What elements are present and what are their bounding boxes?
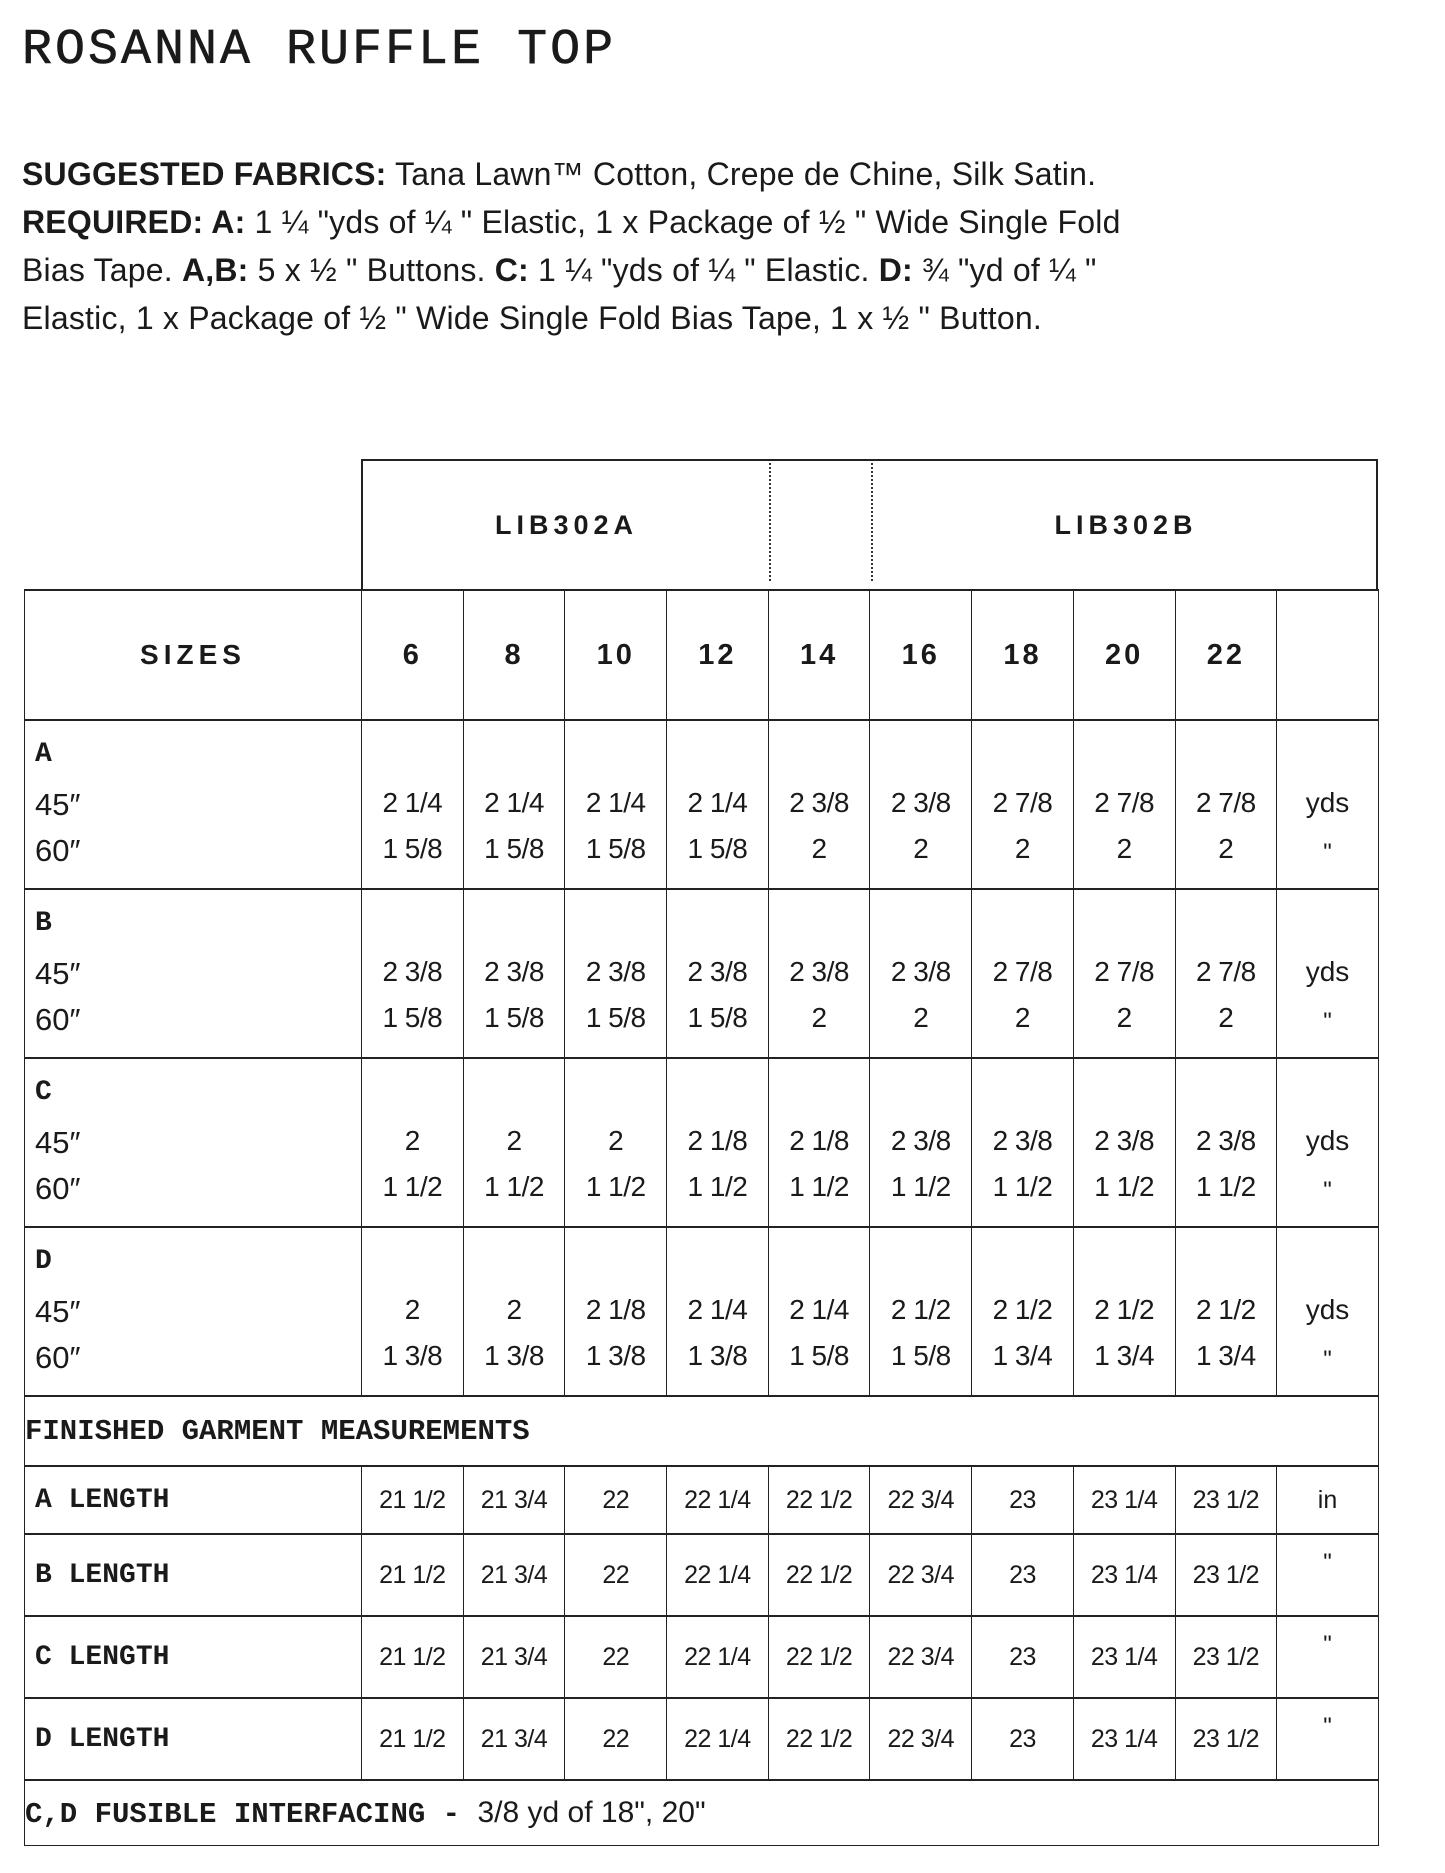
unit-cell <box>1277 1058 1379 1227</box>
intro-text: Elastic, 1 x Package of ½ " Wide Single Fold Bias Tape, 1 x ½ " Button. <box>22 300 1042 336</box>
yardage-value: 2 1/2 <box>992 1294 1053 1325</box>
length-label: C LENGTH <box>25 1616 362 1698</box>
yardage-cell <box>768 720 870 889</box>
yardage-value: 2 <box>913 1002 929 1033</box>
yardage-cell <box>1073 1058 1175 1227</box>
unit-label: " <box>1323 1346 1332 1373</box>
length-value: 21 3/4 <box>463 1616 565 1698</box>
intro-text: Tana Lawn™ Cotton, Crepe de Chine, Silk Satin. <box>386 156 1097 192</box>
yardage-value: 1 5/8 <box>382 1002 443 1033</box>
intro-label: A,B: <box>181 252 249 288</box>
yardage-value: 2 1/2 <box>1094 1294 1155 1325</box>
unit-cell <box>1277 1227 1379 1396</box>
length-label: A LENGTH <box>25 1466 362 1534</box>
yardage-value: 2 3/8 <box>1195 1125 1256 1156</box>
yardage-value: 2 1/8 <box>789 1125 849 1156</box>
length-value: 22 <box>565 1534 667 1616</box>
intro-label: C: <box>494 252 529 288</box>
yardage-value: 2 3/8 <box>484 956 544 987</box>
length-value: 22 3/4 <box>870 1466 972 1534</box>
yardage-value: 2 1/4 <box>687 1294 748 1325</box>
intro-text: 1 ¼ "yds of ¼ " Elastic. <box>528 252 879 288</box>
yardage-cell <box>565 1058 667 1227</box>
size-header: 18 <box>972 590 1074 720</box>
length-value: 21 1/2 <box>362 1534 464 1616</box>
yardage-value: 2 3/8 <box>585 956 646 987</box>
intro-text: ¾ "yd of ¼ " <box>912 252 1097 288</box>
length-value: 22 3/4 <box>870 1534 972 1616</box>
yardage-value: 2 1/4 <box>585 787 646 818</box>
length-value: 22 1/4 <box>667 1698 769 1780</box>
yardage-value: 1 3/4 <box>1195 1340 1256 1371</box>
yardage-value: 2 1/4 <box>382 787 443 818</box>
length-value: 22 3/4 <box>870 1616 972 1698</box>
intro-label: REQUIRED: A: <box>22 204 246 240</box>
fabric-width: 45″ <box>35 1294 81 1329</box>
length-value: 22 1/2 <box>768 1616 870 1698</box>
view-group-row <box>25 1227 1379 1396</box>
length-row <box>25 1466 1379 1534</box>
length-value: 22 1/2 <box>768 1466 870 1534</box>
yardage-value: 1 5/8 <box>585 1002 646 1033</box>
yardage-value: 1 1/2 <box>484 1171 544 1202</box>
fabric-width: 60″ <box>35 1002 81 1037</box>
intro-line <box>22 246 1422 294</box>
yardage-cell <box>565 889 667 1058</box>
length-value: 22 <box>565 1466 667 1534</box>
yardage-cell <box>565 1227 667 1396</box>
fabric-width: 45″ <box>35 956 81 991</box>
yardage-value: 2 3/8 <box>1094 1125 1155 1156</box>
yardage-cell <box>667 1227 769 1396</box>
yardage-value: 2 7/8 <box>1195 787 1256 818</box>
length-label: B LENGTH <box>25 1534 362 1616</box>
length-value: 22 <box>565 1698 667 1780</box>
yardage-value: 1 1/2 <box>382 1171 443 1202</box>
yardage-value: 2 3/8 <box>890 787 951 818</box>
length-value: 23 1/2 <box>1175 1698 1277 1780</box>
length-value: 22 <box>565 1616 667 1698</box>
view-group-row <box>25 1058 1379 1227</box>
length-value: 23 1/2 <box>1175 1616 1277 1698</box>
size-header: 14 <box>768 590 870 720</box>
yardage-cell <box>870 1227 972 1396</box>
view-letter: D <box>35 1246 52 1277</box>
yardage-value: 1 1/2 <box>890 1171 951 1202</box>
length-label: D LENGTH <box>25 1698 362 1780</box>
yardage-value: 1 1/2 <box>687 1171 748 1202</box>
yardage-value: 1 3/8 <box>585 1340 646 1371</box>
yardage-value: 2 7/8 <box>992 787 1053 818</box>
yardage-cell <box>870 889 972 1058</box>
yardage-value: 1 5/8 <box>687 833 748 864</box>
view-label-cell <box>25 889 362 1058</box>
yardage-value: 1 5/8 <box>687 1002 748 1033</box>
yardage-value: 2 <box>811 1002 827 1033</box>
yardage-value: 2 7/8 <box>1094 956 1155 987</box>
interfacing-cell <box>25 1780 1379 1846</box>
yardage-value: 1 3/4 <box>992 1340 1053 1371</box>
yardage-value: 2 <box>1116 1002 1132 1033</box>
view-letter: C <box>35 1077 52 1108</box>
unit-label: " <box>1323 1008 1332 1035</box>
yardage-value: 1 1/2 <box>789 1171 849 1202</box>
yardage-value: 2 1/4 <box>687 787 748 818</box>
divider <box>769 463 771 581</box>
length-value: 22 1/2 <box>768 1698 870 1780</box>
yardage-value: 2 <box>1014 1002 1030 1033</box>
yardage-value: 1 1/2 <box>992 1171 1053 1202</box>
view-letter: A <box>35 739 52 770</box>
pattern-code-b: LIB302B <box>1054 509 1198 540</box>
yardage-cell <box>1073 889 1175 1058</box>
fabric-width: 60″ <box>35 1171 81 1206</box>
intro-text: 1 ¼ "yds of ¼ " Elastic, 1 x Package of ½ " Wide Single Fold <box>245 204 1121 240</box>
yardage-value: 1 5/8 <box>382 833 443 864</box>
view-label-cell <box>25 1227 362 1396</box>
size-header: 22 <box>1175 590 1277 720</box>
yardage-cell <box>972 720 1074 889</box>
length-value: 23 1/4 <box>1073 1466 1175 1534</box>
size-header: 16 <box>870 590 972 720</box>
unit-label: in <box>1277 1466 1379 1534</box>
yardage-value: 2 <box>506 1294 522 1325</box>
yardage-cell <box>768 1227 870 1396</box>
yardage-value: 1 3/8 <box>382 1340 443 1371</box>
fabric-width: 45″ <box>35 1125 81 1160</box>
unit-label: " <box>1323 1177 1332 1204</box>
length-value: 23 1/4 <box>1073 1698 1175 1780</box>
yardage-value: 2 <box>1116 833 1132 864</box>
measurements-title-row <box>25 1396 1379 1466</box>
yardage-value: 2 <box>404 1125 420 1156</box>
length-value: 23 1/2 <box>1175 1466 1277 1534</box>
yardage-cell <box>362 720 464 889</box>
yardage-value: 2 1/2 <box>1195 1294 1256 1325</box>
length-value: 22 1/2 <box>768 1534 870 1616</box>
unit-label: " <box>1277 1616 1379 1698</box>
interfacing-value: 3/8 yd of 18", 20" <box>477 1795 706 1829</box>
yardage-value: 2 7/8 <box>1195 956 1256 987</box>
sizes-row <box>25 590 1379 720</box>
length-value: 21 3/4 <box>463 1466 565 1534</box>
unit-cell <box>1277 889 1379 1058</box>
requirements-text <box>22 150 1422 342</box>
size-header: 10 <box>565 590 667 720</box>
yardage-value: 2 1/8 <box>585 1294 646 1325</box>
view-group-row <box>25 720 1379 889</box>
length-value: 23 <box>972 1698 1074 1780</box>
yardage-value: 1 1/2 <box>1195 1171 1256 1202</box>
intro-line <box>22 294 1422 342</box>
length-value: 21 1/2 <box>362 1616 464 1698</box>
length-value: 22 1/4 <box>667 1534 769 1616</box>
unit-label: yds <box>1305 1125 1350 1156</box>
unit-cell <box>1277 720 1379 889</box>
unit-label: yds <box>1305 956 1350 987</box>
length-value: 21 3/4 <box>463 1698 565 1780</box>
unit-label: " <box>1277 1534 1379 1616</box>
yardage-value: 2 1/4 <box>789 1294 849 1325</box>
size-header: 12 <box>667 590 769 720</box>
yardage-value: 2 3/8 <box>789 787 849 818</box>
intro-line <box>22 198 1422 246</box>
yardage-cell <box>362 1227 464 1396</box>
length-value: 21 1/2 <box>362 1466 464 1534</box>
fabric-width: 45″ <box>35 787 81 822</box>
intro-line <box>22 150 1422 198</box>
interfacing-label: C,D FUSIBLE INTERFACING - <box>25 1797 478 1831</box>
yardage-cell <box>463 720 565 889</box>
yardage-cell <box>463 889 565 1058</box>
yardage-value: 2 3/8 <box>890 1125 951 1156</box>
intro-label: D: <box>878 252 913 288</box>
yardage-cell <box>870 1058 972 1227</box>
view-label-cell <box>25 1058 362 1227</box>
length-value: 22 1/4 <box>667 1616 769 1698</box>
yardage-cell <box>768 889 870 1058</box>
size-header: 8 <box>463 590 565 720</box>
view-group-row <box>25 889 1379 1058</box>
yardage-value: 2 3/8 <box>890 956 951 987</box>
yardage-cell <box>768 1058 870 1227</box>
yardage-cell <box>972 1058 1074 1227</box>
yardage-value: 1 3/4 <box>1094 1340 1155 1371</box>
yardage-cell <box>362 1058 464 1227</box>
yardage-value: 1 3/8 <box>484 1340 544 1371</box>
yardage-value: 2 <box>608 1125 624 1156</box>
yardage-value: 2 3/8 <box>992 1125 1053 1156</box>
yardage-value: 2 3/8 <box>789 956 849 987</box>
length-value: 23 1/4 <box>1073 1534 1175 1616</box>
yardage-cell <box>1073 720 1175 889</box>
yardage-cell <box>1175 1227 1277 1396</box>
yardage-value: 2 3/8 <box>687 956 748 987</box>
yardage-value: 1 5/8 <box>585 833 646 864</box>
yardage-value: 2 <box>1218 833 1234 864</box>
length-value: 22 1/4 <box>667 1466 769 1534</box>
yardage-value: 1 1/2 <box>585 1171 646 1202</box>
fabric-width: 60″ <box>35 1340 81 1375</box>
yardage-cell <box>667 1058 769 1227</box>
yardage-value: 1 5/8 <box>484 833 544 864</box>
measurements-title: FINISHED GARMENT MEASUREMENTS <box>25 1396 1379 1466</box>
yardage-value: 2 <box>404 1294 420 1325</box>
yardage-value: 2 1/4 <box>484 787 544 818</box>
yardage-value: 2 <box>506 1125 522 1156</box>
yardage-cell <box>667 889 769 1058</box>
yardage-value: 1 5/8 <box>484 1002 544 1033</box>
intro-text: 5 x ½ " Buttons. <box>248 252 495 288</box>
yardage-cell <box>463 1058 565 1227</box>
interfacing-row <box>25 1780 1379 1846</box>
length-value: 21 3/4 <box>463 1534 565 1616</box>
yardage-cell <box>463 1227 565 1396</box>
yardage-value: 2 <box>913 833 929 864</box>
view-label-cell <box>25 720 362 889</box>
yardage-value: 2 7/8 <box>1094 787 1155 818</box>
yardage-table <box>24 589 1379 1846</box>
yardage-cell <box>1175 889 1277 1058</box>
yardage-value: 1 3/8 <box>687 1340 748 1371</box>
size-header: 20 <box>1073 590 1175 720</box>
yardage-value: 1 5/8 <box>789 1340 849 1371</box>
yardage-value: 1 1/2 <box>1094 1171 1155 1202</box>
sizes-label: SIZES <box>25 590 362 720</box>
unit-label: yds <box>1305 1294 1350 1325</box>
yardage-cell <box>362 889 464 1058</box>
yardage-value: 2 3/8 <box>382 956 443 987</box>
length-row <box>25 1534 1379 1616</box>
yardage-cell <box>565 720 667 889</box>
length-value: 22 3/4 <box>870 1698 972 1780</box>
length-value: 23 1/2 <box>1175 1534 1277 1616</box>
intro-label: SUGGESTED FABRICS: <box>22 156 387 192</box>
yardage-cell <box>1175 1058 1277 1227</box>
length-value: 23 <box>972 1466 1074 1534</box>
page-title: ROSANNA RUFFLE TOP <box>22 22 617 79</box>
size-header: 6 <box>362 590 464 720</box>
unit-header <box>1277 590 1379 720</box>
pattern-code-a: LIB302A <box>494 509 639 540</box>
intro-text: Bias Tape. <box>22 252 182 288</box>
length-value: 23 <box>972 1534 1074 1616</box>
fabric-width: 60″ <box>35 833 81 868</box>
length-value: 21 1/2 <box>362 1698 464 1780</box>
yardage-value: 1 5/8 <box>890 1340 951 1371</box>
yardage-value: 2 7/8 <box>992 956 1053 987</box>
pattern-header <box>361 459 1378 589</box>
yardage-cell <box>667 720 769 889</box>
length-row <box>25 1698 1379 1780</box>
yardage-value: 2 1/8 <box>687 1125 748 1156</box>
yardage-value: 2 <box>1014 833 1030 864</box>
yardage-cell <box>870 720 972 889</box>
length-value: 23 1/4 <box>1073 1616 1175 1698</box>
yardage-cell <box>972 889 1074 1058</box>
view-letter: B <box>35 908 52 939</box>
yardage-value: 2 <box>811 833 827 864</box>
unit-label: yds <box>1305 787 1350 818</box>
length-value: 23 <box>972 1616 1074 1698</box>
yardage-cell <box>1175 720 1277 889</box>
yardage-value: 2 1/2 <box>890 1294 951 1325</box>
unit-label: " <box>1277 1698 1379 1780</box>
yardage-value: 2 <box>1218 1002 1234 1033</box>
unit-label: " <box>1323 839 1332 866</box>
length-row <box>25 1616 1379 1698</box>
yardage-cell <box>972 1227 1074 1396</box>
yardage-cell <box>1073 1227 1175 1396</box>
